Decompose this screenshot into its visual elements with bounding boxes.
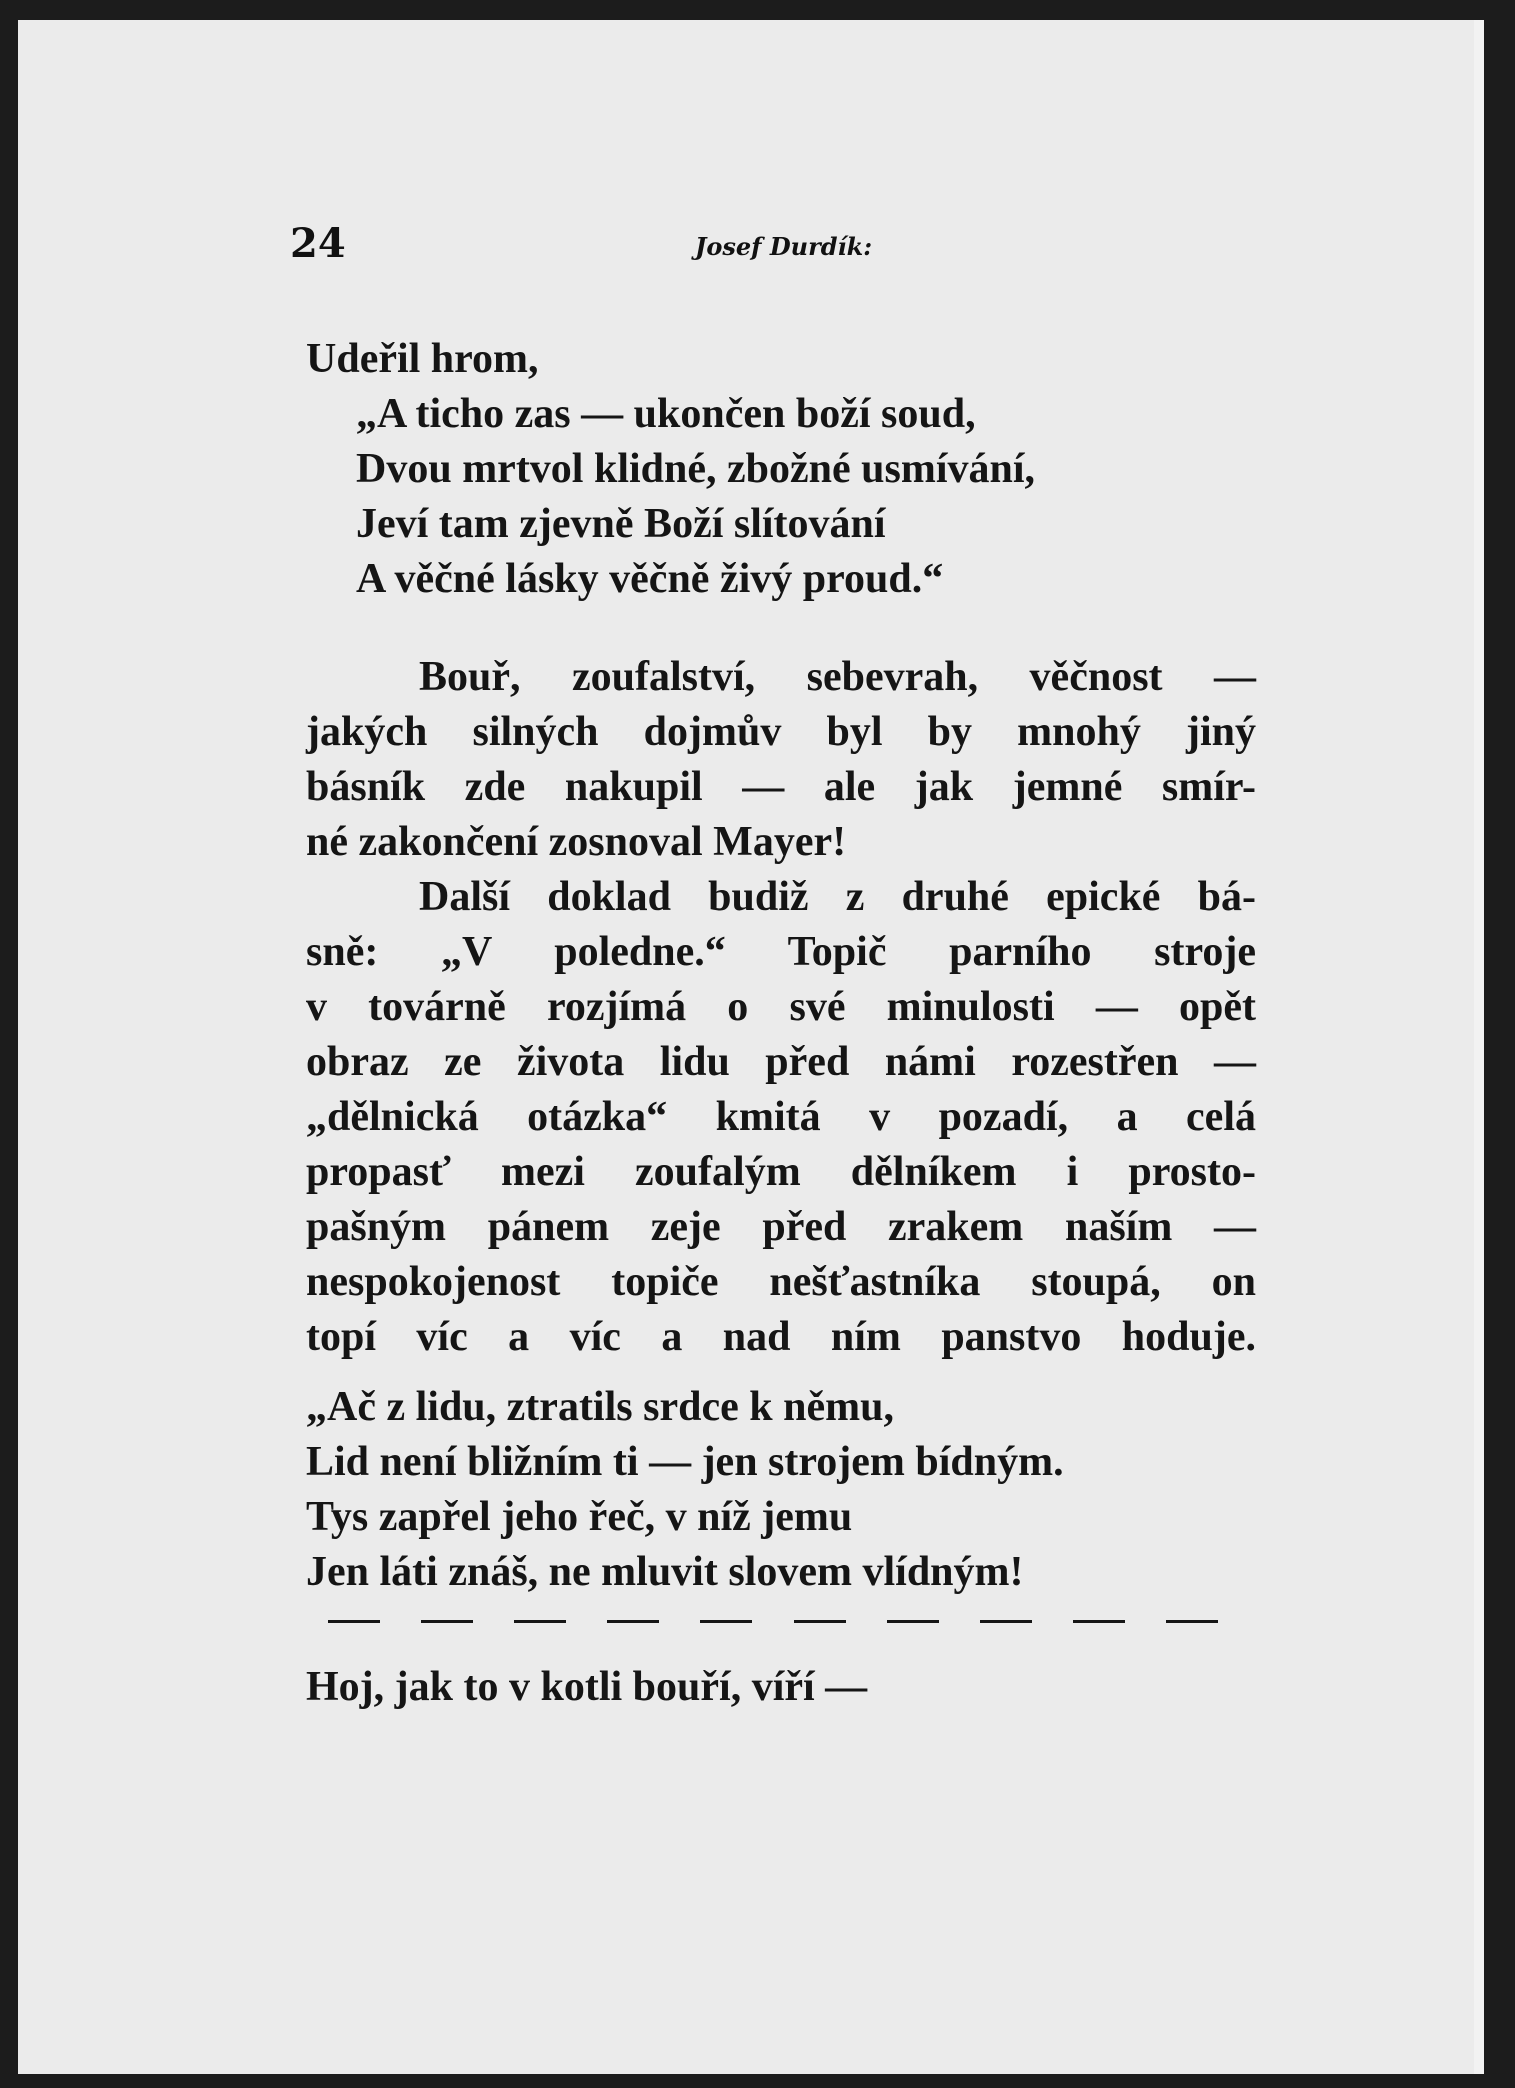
dash-mark — [1073, 1620, 1125, 1623]
prose-line: v továrně rozjímá o své minulosti — opět — [306, 984, 1256, 1030]
dash-mark — [887, 1620, 939, 1623]
stanza-3 — [306, 1660, 1256, 1715]
dash-mark — [1166, 1620, 1218, 1623]
verse-line: A věčné lásky věčně živý proud.“ — [356, 556, 944, 602]
dash-mark — [980, 1620, 1032, 1623]
dash-mark — [421, 1620, 473, 1623]
stanza-2 — [306, 1380, 1256, 1600]
page-edge — [1474, 20, 1484, 2074]
dash-mark — [794, 1620, 846, 1623]
prose-line: nespokojenost topiče nešťastníka stoupá, on — [306, 1259, 1256, 1305]
dash-mark — [514, 1620, 566, 1623]
prose-line: jakých silných dojmův byl by mnohý jiný — [306, 709, 1256, 755]
dash-separator — [328, 1616, 1218, 1628]
stanza-intro: Udeřil hrom, — [306, 336, 539, 382]
verse-line: Dvou mrtvol klidné, zbožné usmívání, — [356, 446, 1036, 492]
verse-line: Jeví tam zjevně Boží slítování — [356, 501, 886, 547]
prose-line: „dělnická otázka“ kmitá v pozadí, a celá — [306, 1094, 1256, 1140]
prose-line: pašným pánem zeje před zrakem naším — — [306, 1204, 1256, 1250]
running-head: Josef Durdík: — [695, 232, 873, 261]
verse-line: Hoj, jak to v kotli bouří, víří — — [306, 1664, 868, 1710]
page-number: 24 — [290, 220, 346, 267]
verse-line: Lid není bližním ti — jen strojem bídným. — [306, 1439, 1064, 1485]
prose-line: Bouř, zoufalství, sebevrah, věčnost — — [419, 654, 1256, 700]
prose-line: topí víc a víc a nad ním panstvo hoduje. — [306, 1314, 1256, 1360]
page-header — [290, 220, 1270, 280]
prose-line: obraz ze života lidu před námi rozestřen — — [306, 1039, 1256, 1085]
dash-mark — [700, 1620, 752, 1623]
verse-line: Tys zapřel jeho řeč, v níž jemu — [306, 1494, 853, 1540]
verse-line: Jen láti znáš, ne mluvit slovem vlídným! — [306, 1549, 1024, 1595]
verse-line: „Ač z lidu, ztratils srdce k němu, — [306, 1384, 894, 1430]
prose-line: Další doklad budiž z druhé epické bá- — [419, 874, 1256, 920]
stanza-1 — [306, 332, 1256, 607]
verse-line: „A ticho zas — ukončen boží soud, — [356, 391, 976, 437]
dash-mark — [328, 1620, 380, 1623]
prose-line: básník zde nakupil — ale jak jemné smír- — [306, 764, 1256, 810]
paragraph-1 — [306, 650, 1256, 870]
dash-mark — [607, 1620, 659, 1623]
paragraph-2 — [306, 870, 1256, 1365]
prose-line: né zakončení zosnoval Mayer! — [306, 819, 847, 865]
prose-line: sně: „V poledne.“ Topič parního stroje — [306, 929, 1256, 975]
prose-line: propasť mezi zoufalým dělníkem i prosto- — [306, 1149, 1256, 1195]
